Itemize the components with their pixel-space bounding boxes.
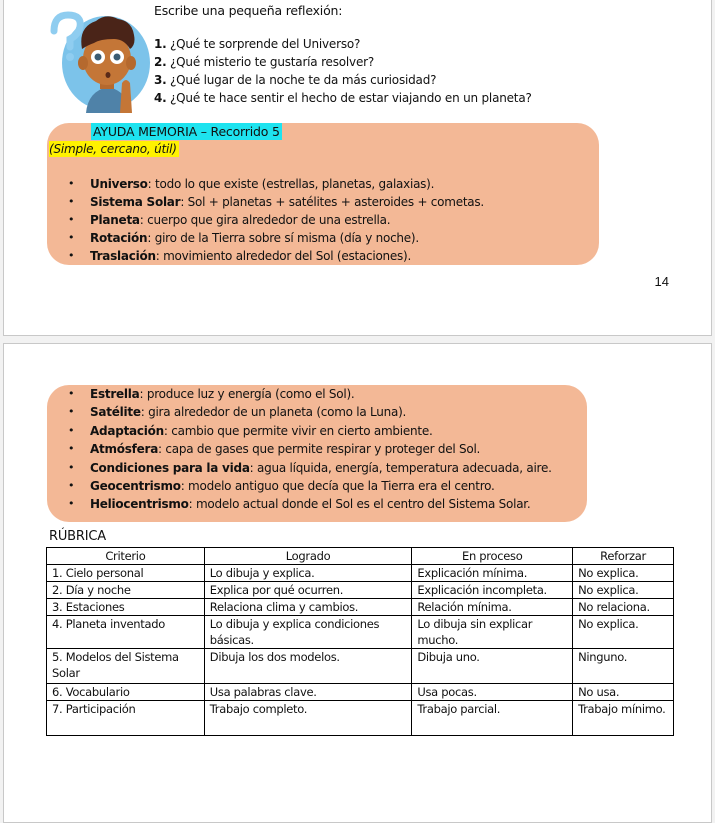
question-item: 3. ¿Qué lugar de la noche te da más curiosidad? [154,73,437,87]
bullet-icon: • [68,405,75,419]
reflection-heading: Escribe una pequeña reflexión: [154,3,343,18]
bullet-icon: • [68,442,75,456]
thinking-boy-illustration [42,1,154,113]
rubric-title: RÚBRICA [49,529,106,544]
memo-item: • Universo: todo lo que existe (estrellas, planetas, galaxias). [68,177,435,191]
reflection-questions [154,35,532,107]
bullet-icon: • [68,479,75,493]
memo-item: • Traslación: movimiento alrededor del Sol (estaciones). [68,249,412,263]
memo-item: • Atmósfera: capa de gases que permite respirar y proteger del Sol. [68,440,552,458]
memo-title: AYUDA MEMORIA – Recorrido 5 [93,124,280,139]
memo-item: • Rotación: giro de la Tierra sobre sí misma (día y noche). [68,231,419,245]
memo-subtitle: (Simple, cercano, útil) [49,142,177,156]
bullet-icon: • [68,195,75,208]
memo-list-continued [68,385,552,514]
memo-list [68,175,484,265]
table-row: 6. Vocabulario Usa palabras clave. Usa pocas. No usa. [47,684,674,701]
memo-item: • Heliocentrismo: modelo actual donde el Sol es el centro del Sistema Solar. [68,495,552,513]
memo-item: • Condiciones para la vida: agua líquida, energía, temperatura adecuada, aire. [68,459,552,477]
memo-item: • Sistema Solar: Sol + planetas + satélites + asteroides + cometas. [68,195,484,209]
table-row: 2. Día y noche Explica por qué ocurren. Explicación incompleta. No explica. [47,582,674,599]
table-row: 3. Estaciones Relaciona clima y cambios. Relación mínima. No relaciona. [47,599,674,616]
bullet-icon: • [68,387,75,400]
bullet-icon: • [68,423,75,437]
table-row: 5. Modelos del Sistema Solar Dibuja los dos modelos. Dibuja uno. Ninguno. [47,649,674,684]
thinking-boy-icon [42,1,154,113]
page-number: 14 [654,274,669,289]
memo-item: • Adaptación: cambio que permite vivir en cierto ambiente. [68,422,552,440]
bullet-icon: • [68,231,75,244]
table-row: 7. Participación Trabajo completo. Trabajo parcial. Trabajo mínimo. [47,701,674,736]
question-item: 2. ¿Qué misterio te gustaría resolver? [154,55,375,69]
bullet-icon: • [68,497,75,511]
memo-item: • Estrella: produce luz y energía (como el Sol). [68,385,552,403]
document-page-15 [3,343,712,823]
memo-item: • Planeta: cuerpo que gira alrededor de una estrella. [68,213,391,227]
question-item: 1. ¿Qué te sorprende del Universo? [154,37,361,51]
rubric-table [46,547,674,736]
bullet-icon: • [68,177,75,190]
memo-item: • Geocentrismo: modelo antiguo que decía que la Tierra era el centro. [68,477,552,495]
bullet-icon: • [68,249,75,262]
column-header: En proceso [412,548,573,565]
table-row: 1. Cielo personal Lo dibuja y explica. Explicación mínima. No explica. [47,565,674,582]
bullet-icon: • [68,460,75,474]
question-item: 4. ¿Qué te hace sentir el hecho de estar viajando en un planeta? [154,91,532,105]
column-header: Logrado [204,548,412,565]
bullet-icon: • [68,213,75,226]
table-row: 4. Planeta inventado Lo dibuja y explica condiciones básicas. Lo dibuja sin explicar mucho. No explica. [47,616,674,649]
rubric-header-row [47,548,674,565]
document-page-14 [3,0,712,336]
column-header: Criterio [47,548,205,565]
column-header: Reforzar [573,548,674,565]
memo-item: • Satélite: gira alrededor de un planeta (como la Luna). [68,403,552,421]
